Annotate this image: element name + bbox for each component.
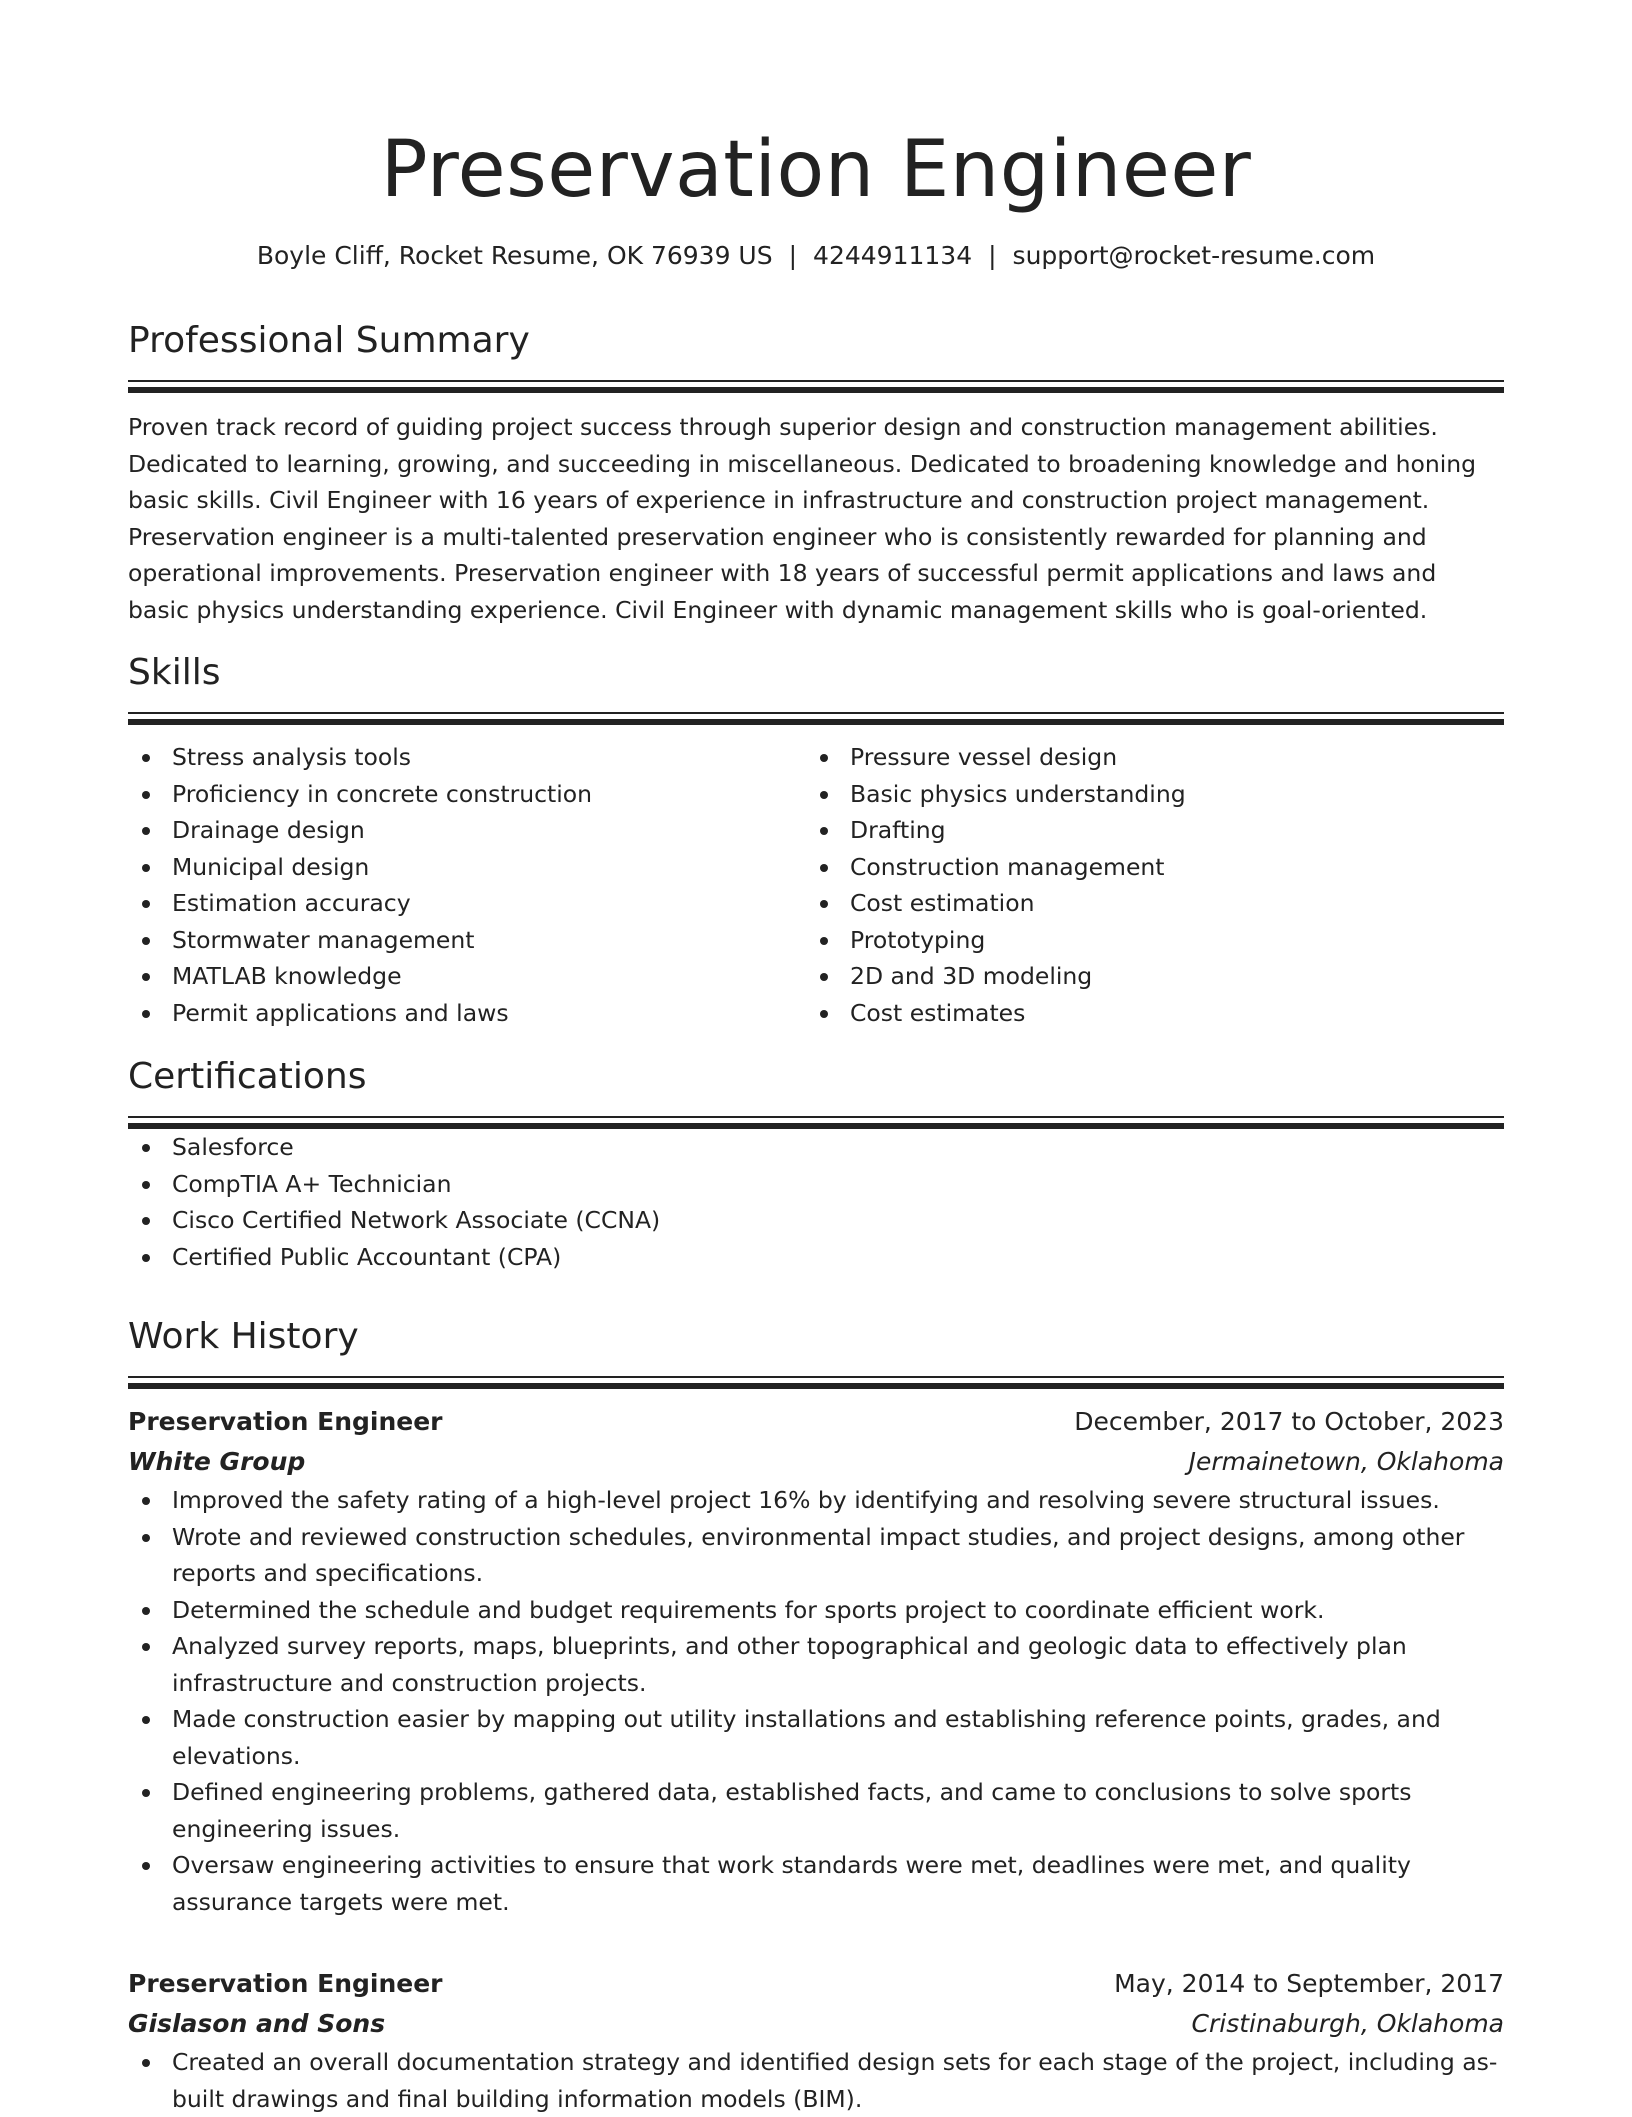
certification-item: Salesforce xyxy=(128,1129,1504,1166)
skill-item: Cost estimation xyxy=(806,885,1484,922)
job-company: Gislason and Sons xyxy=(128,2009,386,2038)
job-entry xyxy=(128,1402,1504,1920)
job-duty: Created an overall documentation strategy and identified design sets for each stage of the project, including as-built drawings and final building information models (BIM). xyxy=(128,2044,1504,2117)
skills-list-right xyxy=(806,739,1484,1031)
contact-address: Boyle Cliff, Rocket Resume, OK 76939 US xyxy=(256,241,773,270)
job-header-row xyxy=(128,1402,1504,1442)
job-company-row xyxy=(128,2004,1504,2044)
skill-item: Municipal design xyxy=(128,849,806,886)
job-duties-list xyxy=(128,2044,1504,2117)
job-duties-list xyxy=(128,1482,1504,1920)
job-location: Cristinaburgh, Oklahoma xyxy=(1191,2009,1504,2038)
skill-item: Stress analysis tools xyxy=(128,739,806,776)
job-company: White Group xyxy=(128,1447,306,1476)
certifications-section xyxy=(128,1052,1504,1275)
contact-email[interactable]: support@rocket-resume.com xyxy=(1012,241,1376,270)
job-title: Preservation Engineer xyxy=(128,1969,443,1998)
skills-section xyxy=(128,648,1504,1031)
skill-item: Pressure vessel design xyxy=(806,739,1484,776)
summary-section xyxy=(128,316,1504,628)
summary-text: Proven track record of guiding project success through superior design and construction management abilities. Dedicated to learning, growing, and succeeding in miscellaneous. Dedicated to broadening knowledge and honing basic skills. Civil Engineer with 16 years of experience in infrastructure and construction project management. Preservation engineer is a multi-talented preservation engineer who is consistently rewarded for planning and operational improvements. Preservation engineer with 18 years of successful permit applications and laws and basic physics understanding experience. Civil Engineer with dynamic management skills who is goal-oriented. xyxy=(128,413,1477,624)
job-duty: Defined engineering problems, gathered data, established facts, and came to conclusions to solve sports engineering issues. xyxy=(128,1774,1504,1847)
section-title: Work History xyxy=(128,1316,359,1357)
section-divider xyxy=(128,1376,1504,1378)
skills-columns xyxy=(128,739,1504,1031)
section-title: Skills xyxy=(128,652,221,693)
contact-separator: | xyxy=(788,241,798,270)
job-location: Jermainetown, Oklahoma xyxy=(1188,1447,1504,1476)
job-dates: December, 2017 to October, 2023 xyxy=(1074,1407,1504,1436)
section-divider-thick xyxy=(128,387,1504,393)
job-duty: Made construction easier by mapping out utility installations and establishing reference points, grades, and elevations. xyxy=(128,1701,1504,1774)
job-duty: Determined the schedule and budget requirements for sports project to coordinate efficient work. xyxy=(128,1592,1504,1629)
section-divider xyxy=(128,380,1504,382)
job-entry xyxy=(128,1964,1504,2117)
job-title: Preservation Engineer xyxy=(128,1407,443,1436)
skills-list-left xyxy=(128,739,806,1031)
certification-item: Cisco Certified Network Associate (CCNA) xyxy=(128,1202,1504,1239)
skill-item: Stormwater management xyxy=(128,922,806,959)
job-duty: Improved the safety rating of a high-level project 16% by identifying and resolving severe structural issues. xyxy=(128,1482,1504,1519)
job-company-row xyxy=(128,1442,1504,1482)
section-divider xyxy=(128,712,1504,714)
skill-item: MATLAB knowledge xyxy=(128,958,806,995)
certifications-list xyxy=(128,1129,1504,1275)
skill-item: Drafting xyxy=(806,812,1484,849)
certification-item: Certified Public Accountant (CPA) xyxy=(128,1239,1504,1276)
job-duty: Oversaw engineering activities to ensure that work standards were met, deadlines were met, and quality assurance targets were met. xyxy=(128,1847,1504,1920)
candidate-name: Preservation Engineer xyxy=(380,125,1252,215)
skill-item: Construction management xyxy=(806,849,1484,886)
contact-phone: 4244911134 xyxy=(813,241,973,270)
job-dates: May, 2014 to September, 2017 xyxy=(1114,1969,1504,1998)
work-history-section xyxy=(128,1312,1504,1389)
skill-item: 2D and 3D modeling xyxy=(806,958,1484,995)
section-divider-thick xyxy=(128,1383,1504,1389)
skill-item: Prototyping xyxy=(806,922,1484,959)
job-duty: Wrote and reviewed construction schedules, environmental impact studies, and project designs, among other reports and specifications. xyxy=(128,1519,1504,1592)
job-header-row xyxy=(128,1964,1504,2004)
section-divider xyxy=(128,1116,1504,1118)
skill-item: Permit applications and laws xyxy=(128,995,806,1032)
section-title: Certifications xyxy=(128,1056,367,1097)
section-title: Professional Summary xyxy=(128,320,530,361)
skill-item: Drainage design xyxy=(128,812,806,849)
contact-separator: | xyxy=(988,241,997,270)
section-divider-thick xyxy=(128,719,1504,725)
skill-item: Proficiency in concrete construction xyxy=(128,776,806,813)
skill-item: Basic physics understanding xyxy=(806,776,1484,813)
contact-line xyxy=(128,236,1504,276)
job-duty: Analyzed survey reports, maps, blueprints, and other topographical and geologic data to effectively plan infrastructure and construction projects. xyxy=(128,1628,1504,1701)
skill-item: Estimation accuracy xyxy=(128,885,806,922)
certification-item: CompTIA A+ Technician xyxy=(128,1166,1504,1203)
skill-item: Cost estimates xyxy=(806,995,1484,1032)
